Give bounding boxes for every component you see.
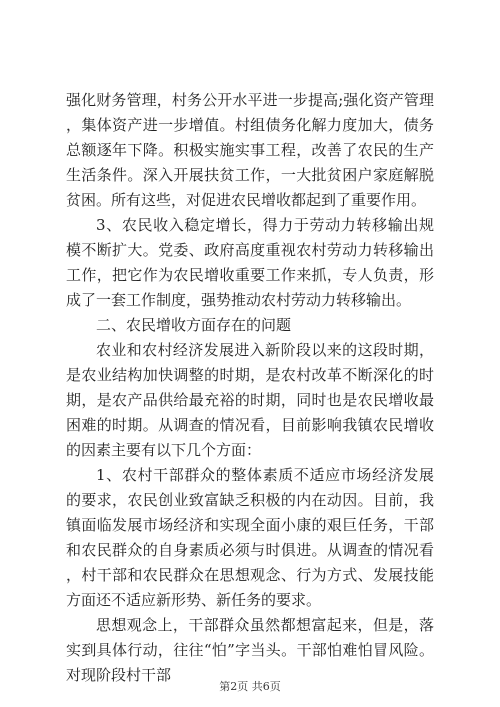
paragraph-finance-management: 强化财务管理，村务公开水平进一步提高;强化资产管理，集体资产进一步增值。村组债务化解力度加大，债务总额逐年下降。积极实施实事工程，改善了农民的生产生活条件。深入开展扶贫工作，一大批贫困户家庭解脱贫困。所有这些，对促进农民增收都起到了重要作用。	[66, 91, 434, 209]
paragraph-labor-transfer: 3、农民收入稳定增长，得力于劳动力转移输出规模不断扩大。党委、政府高度重视农村劳动力转移输出工作，把它作为农民增收重要工作来抓，专人负责，形成了一套工作制度，强势推动农村劳动力转移输出。	[66, 216, 434, 309]
paragraph-quality-issue: 1、农村干部群众的整体素质不适应市场经济发展的要求，农民创业致富缺乏积极的内在动因。目前，我镇面临发展市场经济和实现全面小康的艰巨任务，干部和农民群众的自身素质必须与时俱进。从调查的情况看，村干部和农民群众在思想观念、行为方式、发展技能方面还不适应新形势、新任务的要求。	[66, 466, 434, 609]
paragraph-mindset: 思想观念上，干部群众虽然都想富起来，但是，落实到具体行动，往往“怕”字当头。干部怕难怕冒风险。对现阶段村干部	[66, 616, 434, 684]
paragraph-new-stage: 农业和农村经济发展进入新阶段以来的这段时期，是农业结构加快调整的时期，是农村改革不断深化的时期，是农产品供给最充裕的时期，同时也是农民增收最困难的时期。从调查的情况看，目前影响我镇农民增收的因素主要有以下几个方面：	[66, 341, 434, 459]
document-body	[66, 88, 434, 688]
section-heading-problems: 二、农民增收方面存在的问题	[96, 316, 292, 334]
page-number-footer: 第2页 共6页	[219, 680, 281, 693]
